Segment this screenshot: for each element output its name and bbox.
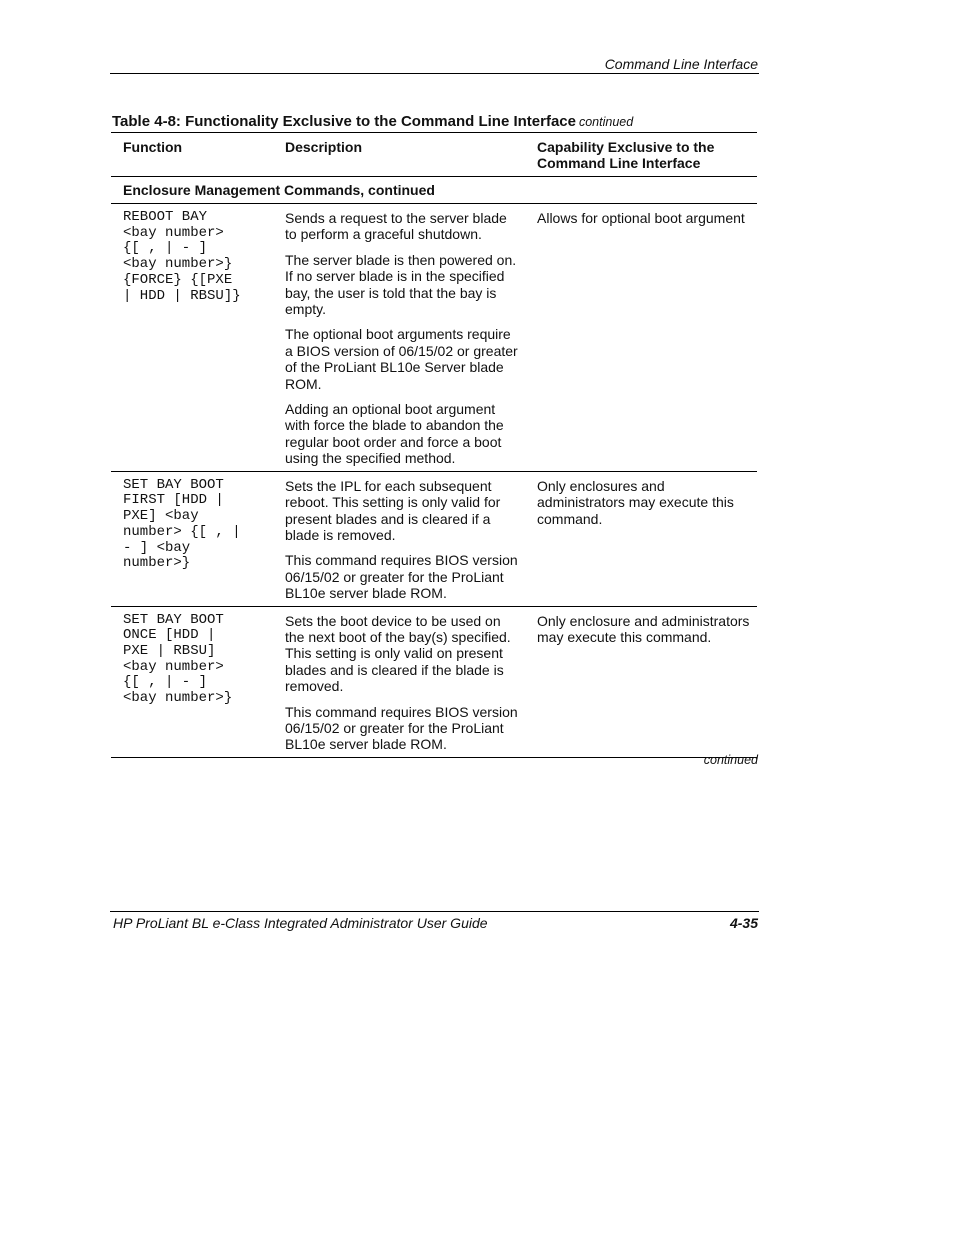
- column-header-description: Description: [285, 139, 363, 155]
- table-caption: [112, 113, 633, 130]
- footer-page-number: 4-35: [729, 915, 758, 931]
- description-paragraph: Sets the boot device to be used on the next boot of the bay(s) specified. This setting is only valid on present blades and is cleared if the blade is removed.: [285, 612, 511, 695]
- description-cell: [273, 478, 525, 602]
- capability-cell: Only enclosure and administrators may execute this command.: [537, 612, 750, 645]
- function-cell: [111, 478, 273, 602]
- column-header-capability: Capability Exclusive to the Command Line Interface: [537, 139, 715, 171]
- footer-guide-title: HP ProLiant BL e-Class Integrated Administrator User Guide: [113, 915, 488, 931]
- function-command: SET BAY BOOT FIRST [HDD | PXE] <bay number> {[ , | - ] <bay number>}: [123, 476, 241, 572]
- description-cell: [273, 613, 525, 753]
- table-row: [111, 204, 757, 472]
- table-caption-text: Table 4-8: Functionality Exclusive to the Command Line Interface: [112, 113, 576, 130]
- capability-cell: Allows for optional boot argument: [537, 210, 745, 226]
- description-paragraph: Sets the IPL for each subsequent reboot. This setting is only valid for present blades and is cleared if a blade is removed.: [285, 477, 501, 543]
- section-heading: Enclosure Management Commands, continued: [111, 177, 757, 204]
- footer-rule: [110, 911, 759, 912]
- running-header: Command Line Interface: [604, 56, 758, 72]
- table-caption-continued: continued: [578, 115, 634, 129]
- description-paragraph: This command requires BIOS version 06/15/02 or greater for the ProLiant BL10e server blade ROM.: [285, 552, 518, 602]
- table-header-row: [111, 132, 757, 177]
- table-row: [111, 472, 757, 607]
- description-paragraph: The optional boot arguments require a BIOS version of 06/15/02 or greater of the ProLiant BL10e Server blade ROM.: [285, 326, 518, 392]
- description-paragraph: Adding an optional boot argument with force the blade to abandon the regular boot order and force a boot using the specified method.: [285, 401, 504, 467]
- function-command: REBOOT BAY <bay number> {[ , | - ] <bay number>} {FORCE} {[PXE | HDD | RBSU]}: [123, 209, 241, 304]
- function-cell: [111, 210, 273, 467]
- functionality-table: [111, 132, 757, 758]
- table-row: [111, 607, 757, 758]
- description-cell: [273, 210, 525, 467]
- description-paragraph: Sends a request to the server blade to perform a graceful shutdown.: [285, 210, 507, 243]
- column-header-function: Function: [123, 139, 183, 155]
- continued-note: continued: [703, 753, 758, 767]
- capability-cell: Only enclosures and administrators may execute this command.: [537, 477, 734, 527]
- description-paragraph: The server blade is then powered on. If no server blade is in the specified bay, the user is told that the bay is empty.: [285, 251, 517, 318]
- description-paragraph: This command requires BIOS version 06/15/02 or greater for the ProLiant BL10e server blade ROM.: [285, 703, 518, 753]
- function-command: SET BAY BOOT ONCE [HDD | PXE | RBSU] <bay number> {[ , | - ] <bay number>}: [123, 611, 233, 707]
- function-cell: [111, 613, 273, 753]
- header-rule: [110, 73, 759, 74]
